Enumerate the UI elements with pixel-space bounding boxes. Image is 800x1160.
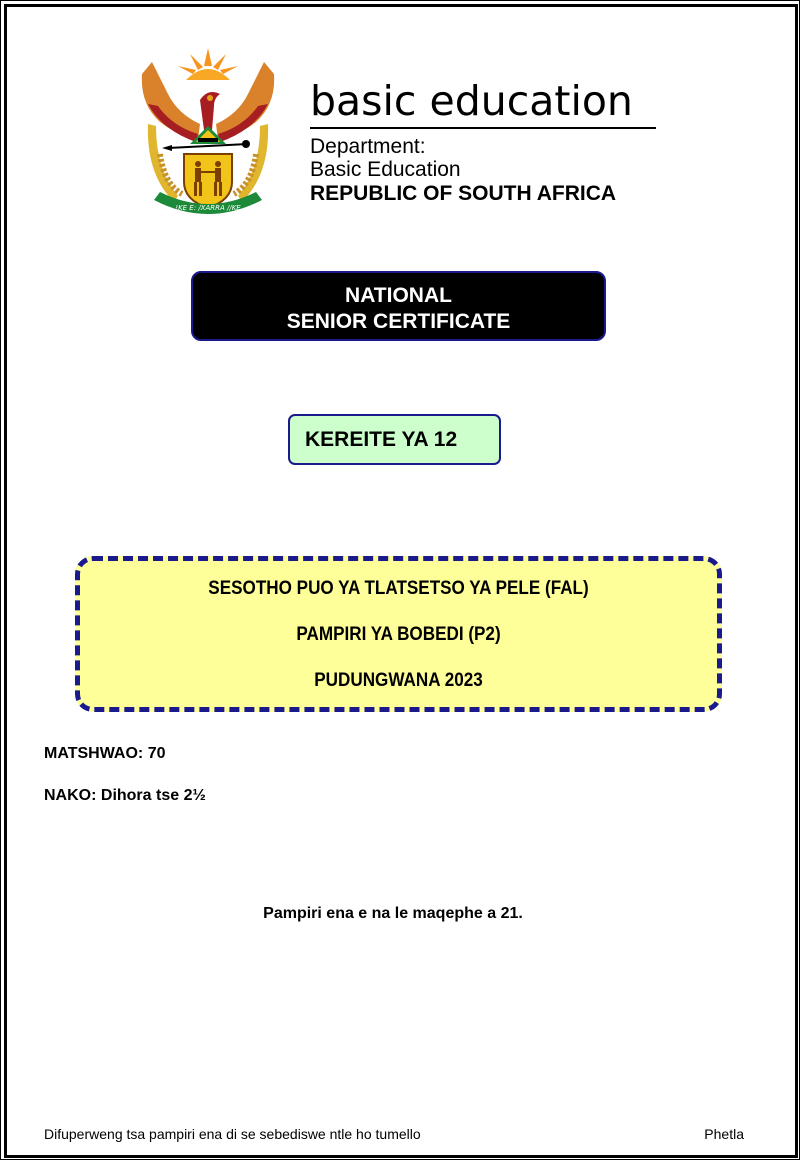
brand-divider: [310, 127, 656, 129]
exam-session: PUDUNGWANA 2023: [314, 670, 483, 691]
department-label: Department:: [310, 135, 426, 158]
subject-name: SESOTHO PUO YA TLATSETSO YA PELE (FAL): [208, 578, 589, 599]
brand-title: basic education: [310, 77, 633, 125]
certificate-line-2: SENIOR CERTIFICATE: [286, 310, 511, 333]
certificate-line-1: NATIONAL: [345, 284, 452, 307]
copyright-notice: Difuperweng tsa pampiri ena di se sebediswe ntle ho tumello: [44, 1126, 421, 1142]
svg-text:!KE E: /XARRA //KE: !KE E: /XARRA //KE: [175, 204, 241, 212]
coat-of-arms-icon: [138, 44, 278, 218]
country-name: REPUBLIC OF SOUTH AFRICA: [310, 182, 617, 205]
paper-number: PAMPIRI YA BOBEDI (P2): [296, 624, 501, 645]
page-count-note: Pampiri ena e na le maqephe a 21.: [263, 905, 523, 922]
department-brand: [310, 76, 656, 206]
department-name: Basic Education: [310, 158, 461, 181]
grade-badge: KEREITE YA 12: [288, 414, 501, 465]
subject-panel: [75, 556, 722, 712]
turn-over-label: Phetla: [704, 1126, 744, 1142]
certificate-banner: [191, 271, 606, 341]
total-marks: MATSHWAO: 70: [44, 745, 166, 762]
exam-duration: NAKO: Dihora tse 2½: [44, 787, 206, 804]
